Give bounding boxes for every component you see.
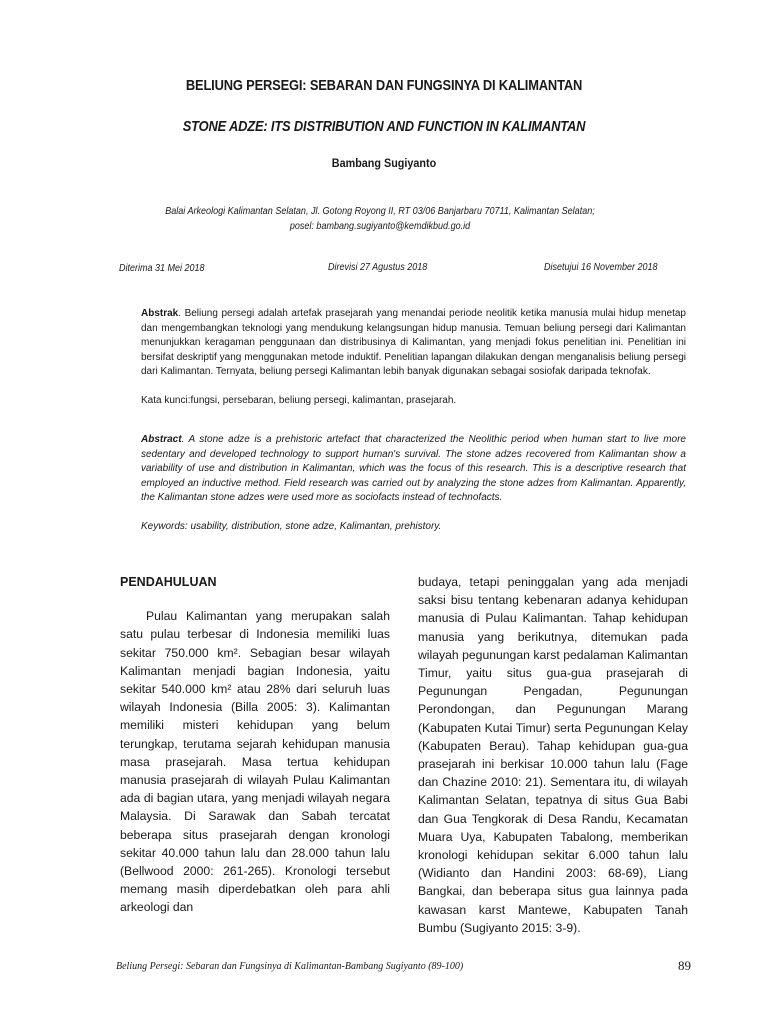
abstract-indonesian	[141, 307, 686, 408]
abstract-en-text: . A stone adze is a prehistoric artefact that characterized the Neolithic period when human start to live more sedentary and developed technology to support human's survival. The stone adzes recovered from Kalimantan show a variability of use and distribution in Kalimantan, which was the focus of this research. This is a descriptive research that employed an inductive method. Field research was carried out by analyzing the stone adzes from Kalimantan. Apparently, the Kalimantan stone adzes were used more as sociofacts instead of technofacts.	[141, 434, 686, 503]
affiliation-email: posel: bambang.sugiyanto@kemdikbud.go.id	[289, 220, 471, 232]
keywords-english: Keywords: usability, distribution, stone adze, Kalimantan, prehistory.	[141, 520, 442, 532]
paper-title: BELIUNG PERSEGI: SEBARAN DAN FUNGSINYA DI KALIMANTAN	[185, 77, 583, 94]
author-affiliation	[105, 204, 655, 234]
right-column	[418, 573, 688, 937]
author-name: Bambang Sugiyanto	[331, 156, 437, 170]
section-heading: PENDAHULUAN	[120, 575, 217, 589]
abstract-english	[141, 433, 686, 534]
page-number: 89	[678, 958, 691, 973]
left-column	[120, 573, 390, 917]
intro-paragraph-left: Pulau Kalimantan yang merupakan salah satu pulau terbesar di Indonesia memiliki luas sekitar 750.000 km². Sebagian besar wilayah Kalimantan menjadi bagian Indonesia, yaitu sekitar 540.000 km² atau 28% dari seluruh luas wilayah Indonesia (Billa 2005: 3). Kalimantan memiliki misteri kehidupan yang belum terungkap, terutama sejarah kehidupan manusia masa prasejarah. Masa tertua kehidupan manusia prasejarah di wilayah Pulau Kalimantan ada di bagian utara, yang menjadi wilayah negara Malaysia. Di Sarawak dan Sabah tercatat beberapa situs prasejarah dengan kronologi sekitar 40.000 tahun lalu dan 28.000 tahun lalu (Bellwood 2000: 261-265). Kronologi tersebut memang masih diperdebatkan oleh para ahli arkeologi dan	[120, 609, 390, 915]
abstract-label: Abstrak	[141, 308, 179, 319]
date-accepted: Disetujui 16 November 2018	[544, 262, 658, 273]
paper-subtitle: STONE ADZE: ITS DISTRIBUTION AND FUNCTION IN KALIMANTAN	[182, 118, 586, 135]
abstract-en-label: Abstract	[141, 434, 182, 445]
date-received: Diterima 31 Mei 2018	[119, 263, 205, 274]
keywords-indonesian: Kata kunci:fungsi, persebaran, beliung persegi, kalimantan, prasejarah.	[141, 394, 457, 406]
running-footer: Beliung Persegi: Sebaran dan Fungsinya di Kalimantan-Bambang Sugiyanto (89-100)	[116, 961, 464, 972]
date-revised: Direvisi 27 Agustus 2018	[328, 262, 428, 273]
abstract-text: . Beliung persegi adalah artefak prasejarah yang menandai periode neolitik ketika manusia mulai hidup menetap dan mengembangkan teknologi yang mendukung kelangsungan hidup manusia. Temuan beliung persegi dari Kalimantan menunjukkan keragaman penggunaan dan distribusinya di Kalimantan, yang menjadi fokus penelitian ini. Penelitian ini bersifat deskriptif yang menggunakan metode induktif. Penelitian lapangan dilakukan dengan menganalisis beliung persegi dari Kalimantan. Ternyata, beliung persegi Kalimantan lebih banyak digunakan sebagai sosiofak daripada teknofak.	[141, 308, 686, 377]
intro-paragraph-right: budaya, tetapi peninggalan yang ada menjadi saksi bisu tentang kebenaran adanya kehidupan manusia di Pulau Kalimantan. Tahap kehidupan manusia yang berikutnya, ditemukan pada wilayah pegunungan karst pedalaman Kalimantan Timur, yaitu situs gua-gua prasejarah di Pegunungan Pengadan, Pegunungan Perondongan, dan Pegunungan Marang (Kabupaten Kutai Timur) serta Pegunungan Kelay (Kabupaten Berau). Tahap kehidupan gua-gua prasejarah ini berkisar 10.000 tahun lalu (Fage dan Chazine 2010: 21). Sementara itu, di wilayah Kalimantan Selatan, tepatnya di situs Gua Babi dan Gua Tengkorak di Desa Randu, Kecamatan Muara Uya, Kabupaten Tabalong, memberikan kronologi kehidupan sekitar 6.000 tahun lalu (Widianto dan Handini 2003: 68-69), Liang Bangkai, dan beberapa situs gua lainnya pada kawasan karst Mantewe, Kabupaten Tanah Bumbu (Sugiyanto 2015: 3-9).	[418, 575, 688, 935]
affiliation-address: Balai Arkeologi Kalimantan Selatan, Jl. Gotong Royong II, RT 03/06 Banjarbaru 70711, Kalimantan Selatan;	[165, 205, 595, 217]
